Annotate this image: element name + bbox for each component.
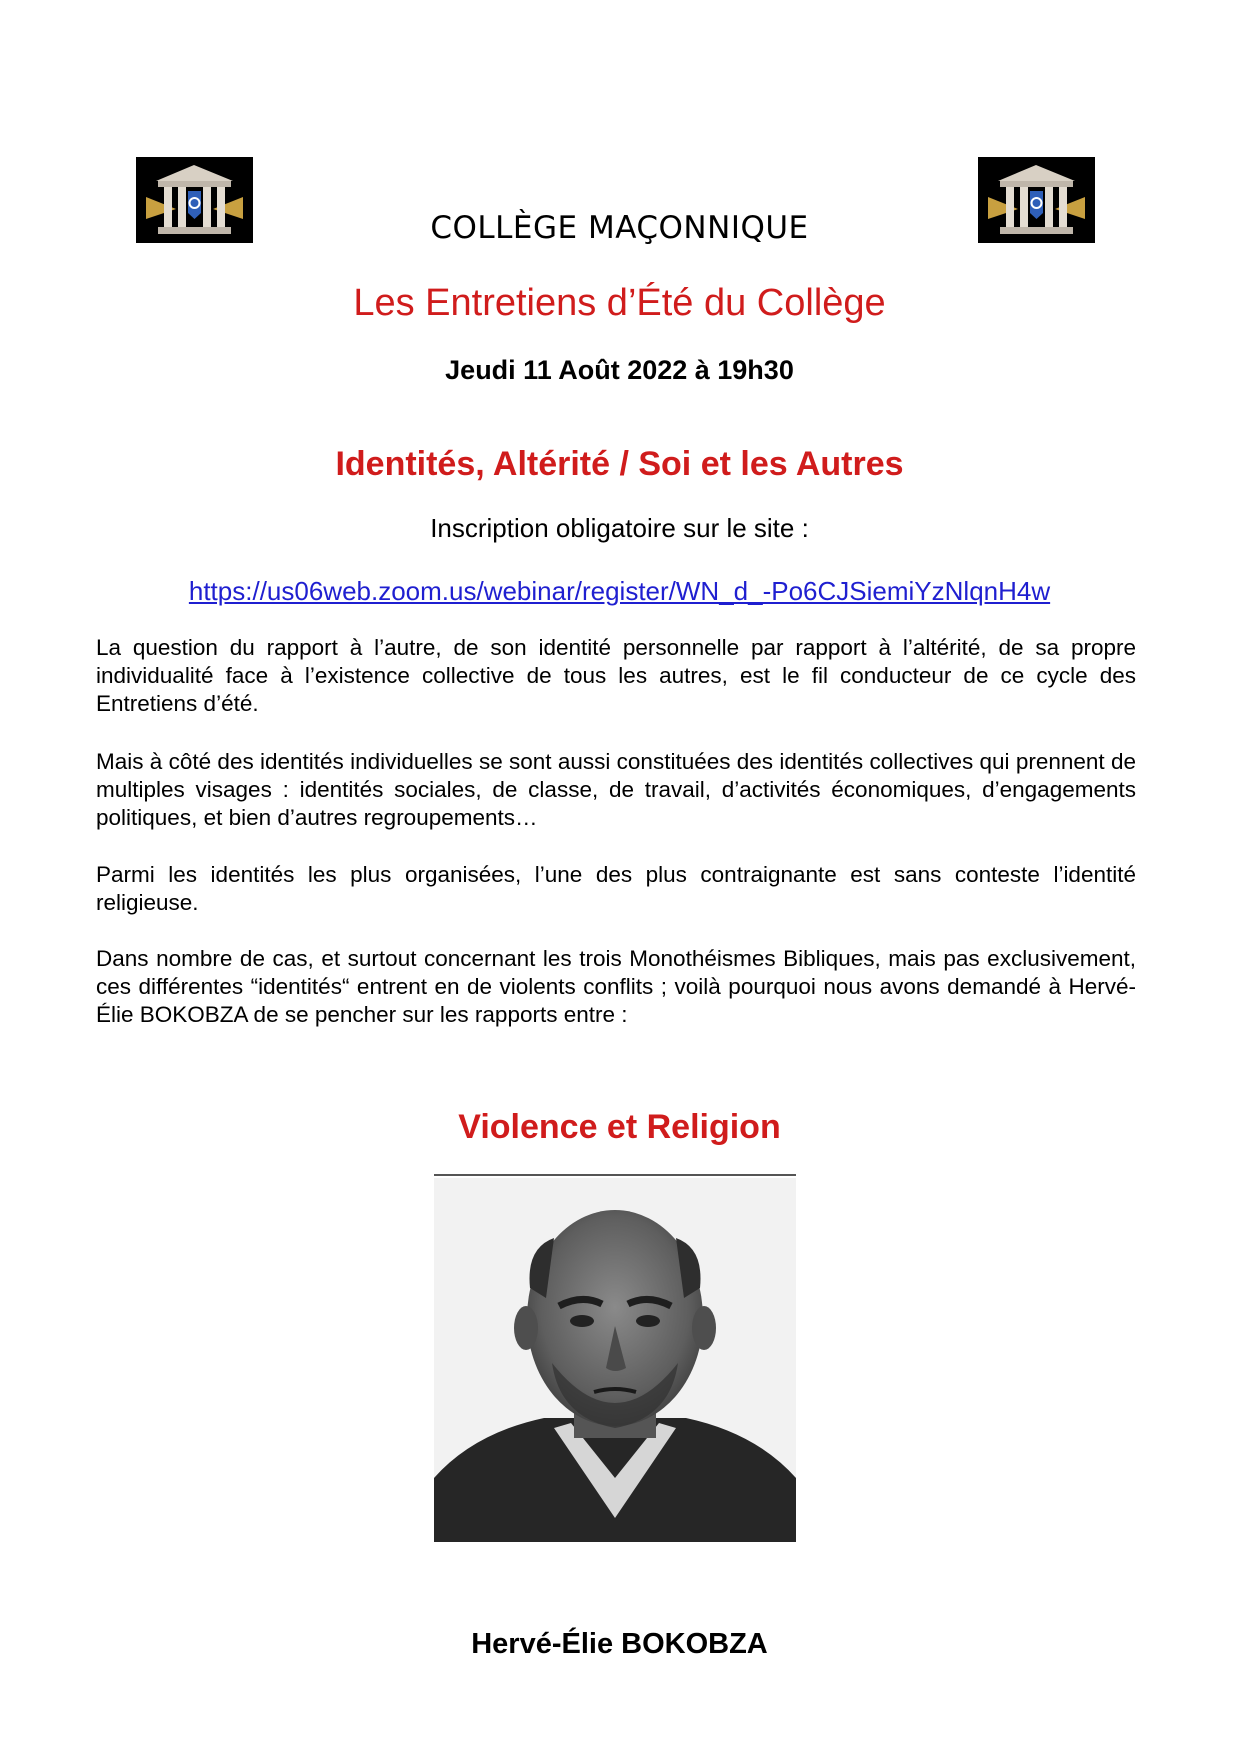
paragraph-religious <box>96 861 1136 917</box>
paragraph-text: La question du rapport à l’autre, de son identité personnelle par rapport à l’altérité, de sa propre individualité face à l’existence collective de tous les autres, est le fil conducteur de ce cycle des Entretiens d’été. <box>96 635 1136 716</box>
photo-divider <box>434 1174 796 1176</box>
paragraph-text: Dans nombre de cas, et surtout concernant les trois Monothéismes Bibliques, mais pas exclusivement, ces différentes “identités“ entrent en de violents conflits ; voilà pourquoi nous avons demandé à Hervé-Élie BOKOBZA de se pencher sur les rapports entre : <box>96 946 1136 1027</box>
speaker-name: Hervé-Élie BOKOBZA <box>471 1628 768 1660</box>
registration-link-container <box>0 576 1239 607</box>
registration-link[interactable]: https://us06web.zoom.us/webinar/register/WN_d_-Po6CJSiemiYzNlqnH4w <box>188 576 1051 606</box>
topic-title: Identités, Altérité / Soi et les Autres <box>335 445 904 483</box>
series-title: Les Entretiens d’Été du Collège <box>353 282 886 324</box>
paragraph-text: Mais à côté des identités individuelles se sont aussi constituées des identités collectives qui prennent de multiples visages : identités sociales, de classe, de travail, d’activités économiques, d’engagements politiques, et bien d’autres regroupements… <box>96 749 1136 830</box>
college-title: COLLÈGE MAÇONNIQUE <box>430 210 809 246</box>
speaker-portrait <box>434 1178 796 1542</box>
paragraph-text: Parmi les identités les plus organisées, l’une des plus contraignante est sans conteste l’identité religieuse. <box>96 862 1136 915</box>
event-date: Jeudi 11 Août 2022 à 19h30 <box>445 355 794 385</box>
talk-title: Violence et Religion <box>458 1108 781 1146</box>
paragraph-collective <box>96 748 1136 832</box>
paragraph-conflicts <box>96 945 1136 1029</box>
registration-label: Inscription obligatoire sur le site : <box>430 513 809 543</box>
speaker-photo-icon <box>434 1178 796 1542</box>
paragraph-intro <box>96 634 1136 718</box>
